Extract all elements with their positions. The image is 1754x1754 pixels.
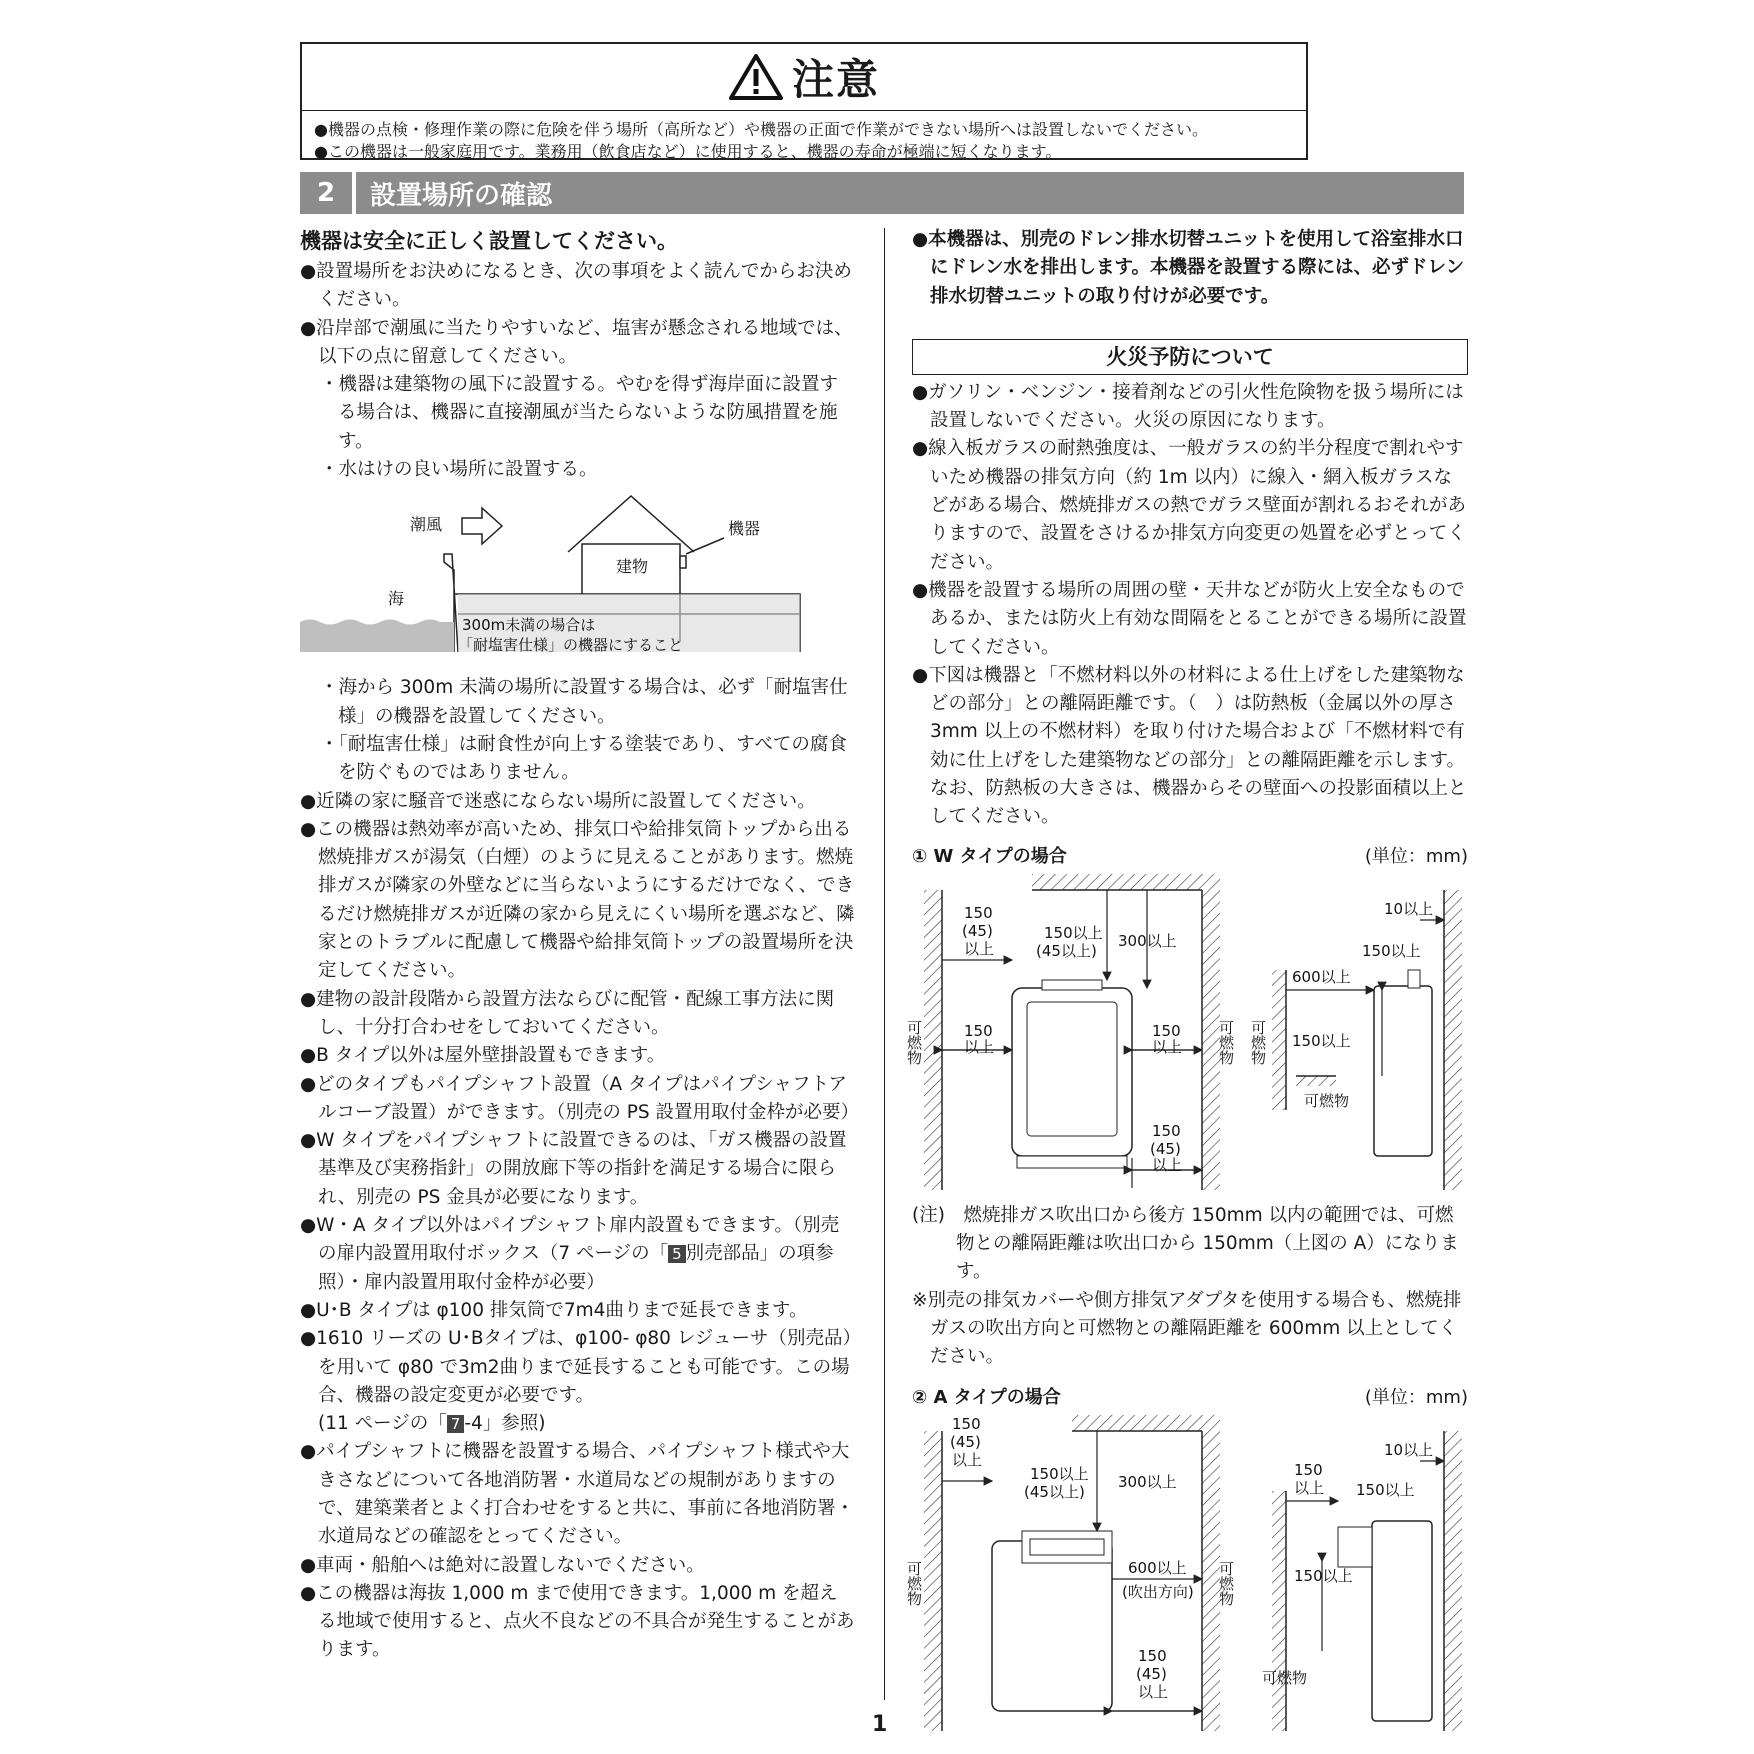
caution-list <box>302 111 1306 163</box>
dim-label: (45) <box>1150 1139 1181 1158</box>
left-column <box>300 226 860 1665</box>
dim-label: 10以上 <box>1384 899 1434 918</box>
bullet-item: ●建物の設計段階から設置方法ならびに配管・配線工事方法に関し、十分打合わせをしておいてください。 <box>300 988 835 1038</box>
reference-line <box>300 1410 856 1438</box>
combustible-label: 可燃物 <box>905 1561 923 1607</box>
dim-label: 以上 <box>964 1037 995 1056</box>
bullet-item: ●U･B タイプは φ100 排気筒で7m4曲りまで延長できます。 <box>300 1299 808 1321</box>
bullet-item: ●線入板ガラスの耐熱強度は、一般ガラスの約半分程度で割れやすいため機器の排気方向（約 1m 以内）に線入・網入板ガラスなどがある場合、燃焼排ガスの熱でガラス壁面が割れるおそれがありますので、設置をさけるか排気方向変更の処置を必ずとってください。 <box>912 438 1466 573</box>
column-divider <box>884 228 885 1700</box>
bullet-item: ●1610 リーズの U･Bタイプは、φ100- φ80 レジューサ（別売品）を用いて φ80 で3m2曲りまで延長することも可能です。この場合、機器の設定変更が必要です。 <box>300 1328 852 1406</box>
dim-label: (45以上) <box>1024 1483 1085 1502</box>
bullet-item: ●車両・船舶へは絶対に設置しないでください。 <box>300 1554 705 1576</box>
dim-label: 150 <box>952 1415 981 1434</box>
fig-sea-label: 海 <box>388 589 405 609</box>
a-type-header <box>912 1385 1468 1411</box>
dim-label: 以上 <box>1294 1479 1325 1498</box>
combustible-label: 可燃物 <box>1304 1091 1350 1110</box>
dim-label: 以上 <box>1152 1037 1183 1056</box>
dim-label: 150以上 <box>1044 923 1103 942</box>
unit-label: (単位：mm) <box>1364 845 1468 867</box>
fire-prevention-title: 火災予防について <box>912 339 1468 375</box>
combustible-label: 可燃物 <box>1217 1561 1235 1607</box>
section-number: 2 <box>316 178 336 208</box>
dim-label: 150 <box>1152 1021 1181 1040</box>
w-type-title: ① W タイプの場合 <box>912 845 1067 867</box>
combustible-label: 可燃物 <box>1249 1019 1267 1065</box>
w-type-header <box>912 844 1468 870</box>
fig-note-line1: 300m未満の場合は <box>462 616 596 635</box>
sub-item: ・水はけの良い場所に設置する。 <box>320 459 598 481</box>
caution-item: ●この機器は一般家庭用です。業務用（飲食店など）に使用すると、機器の寿命が極端に短くなります。 <box>314 142 1062 161</box>
combustible-label: 可燃物 <box>1262 1669 1308 1688</box>
dim-label: 150 <box>1138 1647 1167 1666</box>
dim-label: (45) <box>1136 1665 1167 1684</box>
bullet-item: ●設置場所をお決めになるとき、次の事項をよく読んでからお決めください。 <box>300 261 852 311</box>
caution-item: ●機器の点検・修理作業の際に危険を伴う場所（高所など）や機器の正面で作業ができない場所へは設置しないでください。 <box>314 120 1208 139</box>
a-type-clearance-diagram <box>905 1411 1468 1741</box>
dim-label: 150以上 <box>1356 1481 1415 1500</box>
coastal-diagram <box>300 492 856 660</box>
dim-label: (吹出方向) <box>1122 1583 1194 1602</box>
dim-label: (45) <box>962 921 993 940</box>
dim-label: 以上 <box>964 939 995 958</box>
bullet-item: ●B タイプ以外は屋外壁掛設置もできます。 <box>300 1045 666 1067</box>
page-number: 1 <box>872 1712 888 1737</box>
sub-item: ・機器は建築物の風下に設置する。やむを得ず海岸面に設置する場合は、機器に直接潮風が当たらないような防風措置を施す。 <box>320 374 839 452</box>
dim-label: 150 <box>964 1021 993 1040</box>
section-title: 設置場所の確認 <box>370 180 553 211</box>
text-span: -4」参照) <box>464 1413 546 1435</box>
dim-label: 300以上 <box>1118 931 1177 950</box>
dim-label: 以上 <box>1152 1155 1183 1174</box>
fig-building-label: 建物 <box>616 557 649 577</box>
note-item: ※別売の排気カバーや側方排気アダプタを使用する場合も、燃焼排ガスの吹出方向と可燃物との離隔距離を 600mm 以上としてください。 <box>912 1289 1462 1368</box>
text-span: (11 ページの「 <box>318 1413 447 1435</box>
caution-title: 注意 <box>791 55 880 104</box>
dim-label: 10以上 <box>1384 1441 1434 1460</box>
section-ref-badge: 5 <box>668 1245 686 1263</box>
bullet-item: ●ガソリン・ベンジン・接着剤などの引火性危険物を扱う場所には設置しないでください。火災の原因になります。 <box>912 381 1464 432</box>
dim-label: 600以上 <box>1292 967 1351 986</box>
w-type-clearance-diagram <box>905 870 1468 1200</box>
text-span: 別売部品」の項参照）・扉内設置用取付金枠が必要） <box>318 1243 834 1293</box>
section-header <box>300 172 1464 214</box>
dim-label: (45) <box>950 1433 981 1452</box>
bullet-item: ●近隣の家に騒音で迷惑にならない場所に設置してください。 <box>300 790 816 812</box>
bullet-item: ●どのタイプもパイプシャフト設置（A タイプはパイプシャフトアルコーブ設置）ができます。（別売の PS 設置用取付金枠が必要） <box>300 1073 860 1123</box>
bullet-item: ●この機器は海抜 1,000 m まで使用できます。1,000 m を超える地域で使用すると、点火不良などの不具合が発生することがあります。 <box>300 1582 855 1661</box>
bullet-item: ●沿岸部で潮風に当たりやすいなど、塩害が懸念される地域では、以下の点に留意してください。 <box>300 317 853 367</box>
left-heading: 機器は安全に正しく設置してください。 <box>300 229 678 253</box>
bullet-item: ●この機器は熱効率が高いため、排気口や給排気筒トップから出る燃焼排ガスが湯気（白煙）のように見えることがあります。燃焼排ガスが隣家の外壁などに当らないようにするだけでなく、できるだけ燃焼排ガスが近隣の家から見えにくい場所を選ぶなど、隣家とのトラブルに配慮して機器や給排気筒トップの設置場所を決定してください。 <box>300 818 855 982</box>
text-span: ●W・A タイプ以外はパイプシャフト扉内設置もできます。（別売の扉内設置用取付ボックス（7 ページの「 <box>300 1215 840 1265</box>
dim-label: 150 <box>1294 1461 1323 1480</box>
sub-item: ・「耐塩害仕様」は耐食性が向上する塗装であり、すべての腐食を防ぐものではありません。 <box>320 733 847 784</box>
dim-label: 150以上 <box>1294 1567 1353 1586</box>
dim-label: 600以上 <box>1128 1559 1187 1578</box>
a-type-title: ② A タイプの場合 <box>912 1387 1061 1409</box>
dim-label: 150 <box>1152 1121 1181 1140</box>
dim-label: 300以上 <box>1118 1473 1177 1492</box>
dim-label: 以上 <box>952 1451 983 1470</box>
sub-item: ・海から 300m 未満の場所に設置する場合は、必ず「耐塩害仕様」の機器を設置してください。 <box>320 677 848 727</box>
right-column <box>905 226 1468 1741</box>
combustible-label: 可燃物 <box>905 1019 923 1065</box>
dim-label: 150以上 <box>1292 1031 1351 1050</box>
caution-header <box>302 44 1306 111</box>
dim-label: 150以上 <box>1030 1465 1089 1484</box>
section-divider <box>352 172 356 214</box>
unit-label: (単位：mm) <box>1364 1387 1468 1409</box>
dim-label: (45以上) <box>1036 941 1097 960</box>
section-ref-badge: 7 <box>447 1415 465 1433</box>
bullet-item: ●W タイプをパイプシャフトに設置できるのは、「ガス機器の設置基準及び実務指針」の開放廊下等の指針を満足する場合に限られ、別売の PS 金具が必要になります。 <box>300 1130 847 1208</box>
dim-label: 150以上 <box>1362 941 1421 960</box>
warning-triangle-icon <box>728 53 784 101</box>
note-item: (注) 燃焼排ガス吹出口から後方 150mm 以内の範囲では、可燃物との離隔距離は吹出口から 150mm（上図の A）になります。 <box>912 1204 1459 1283</box>
fig-wind-label: 潮風 <box>410 515 443 535</box>
dim-label: 150 <box>964 903 993 922</box>
bullet-item: ●下図は機器と「不燃材料以外の材料による仕上げをした建築物などの部分」との離隔距離です。（ ）は防熱板（金属以外の厚さ 3mm 以上の不燃材料）を取り付けた場合および「不燃材料で有効に仕上げをした建築物などの部分」との離隔距離を示します。なお、防熱板の大きさは、機器からその壁面への投影面積以上としてください。 <box>912 664 1467 828</box>
combustible-label: 可燃物 <box>1217 1019 1235 1065</box>
fig-device-label: 機器 <box>728 519 761 539</box>
bullet-item <box>300 1212 856 1297</box>
fig-note-line2: 「耐塩害仕様」の機器にすること <box>458 636 684 655</box>
bullet-item: ●パイプシャフトに機器を設置する場合、パイプシャフト様式や大きさなどについて各地消防署・水道局などの規制がありますので、建築業者とよく打合わせをすると共に、事前に各地消防署・水道局などの確認をとってください。 <box>300 1441 855 1548</box>
caution-box <box>300 42 1308 160</box>
dim-label: 以上 <box>1138 1683 1169 1702</box>
drain-notice: ●本機器は、別売のドレン排水切替ユニットを使用して浴室排水口にドレン水を排出します。本機器を設置する際には、必ずドレン排水切替ユニットの取り付けが必要です。 <box>912 229 1465 307</box>
bullet-item: ●機器を設置する場所の周囲の壁・天井などが防火上安全なものであるか、または防火上有効な間隔をとることができる場所に設置してください。 <box>912 579 1467 658</box>
